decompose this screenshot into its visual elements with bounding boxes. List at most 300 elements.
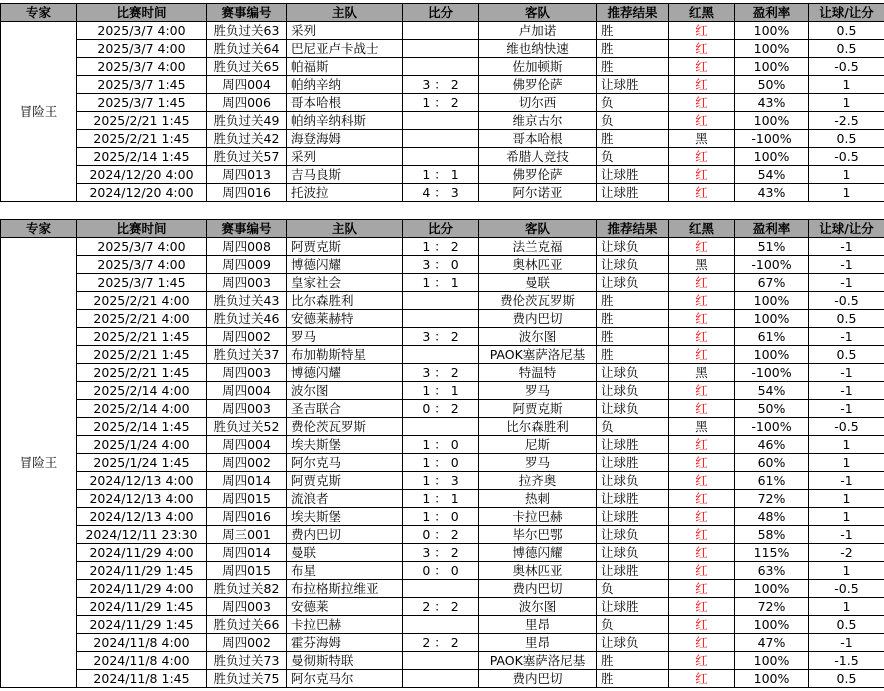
away-team-cell: 罗马 [479,382,597,400]
score-cell [403,580,479,598]
handicap-cell: 1 [809,508,884,526]
home-team-cell: 阿贾克斯 [287,472,403,490]
time-cell: 2025/3/7 1:45 [77,76,207,94]
header-cell: 让球/让分 [809,4,884,22]
match-id-cell: 周四004 [207,382,287,400]
time-cell: 2024/11/29 1:45 [77,616,207,634]
home-team-cell: 帕纳辛纳 [287,76,403,94]
table-row [1,634,884,652]
home-team-cell: 卡拉巴赫 [287,616,403,634]
header-cell: 比分 [403,4,479,22]
profit-rate-cell: -100% [735,418,809,436]
red-black-cell: 红 [669,436,735,454]
table-row [1,454,884,472]
score-cell: 3 ： 0 [403,256,479,274]
profit-rate-cell: 46% [735,436,809,454]
time-cell: 2024/12/13 4:00 [77,508,207,526]
away-team-cell: 奥林匹亚 [479,256,597,274]
away-team-cell: 卢加诺 [479,22,597,40]
handicap-cell: -0.5 [809,418,884,436]
score-cell: 1 ： 0 [403,436,479,454]
red-black-cell: 红 [669,544,735,562]
time-cell: 2024/12/11 23:30 [77,526,207,544]
score-cell [403,670,479,688]
red-black-cell: 红 [669,508,735,526]
profit-rate-cell: 100% [735,310,809,328]
red-black-cell: 红 [669,58,735,76]
table-row [1,292,884,310]
header-cell: 主队 [287,4,403,22]
time-cell: 2025/2/21 1:45 [77,112,207,130]
handicap-cell: -0.5 [809,580,884,598]
away-team-cell: 哥本哈根 [479,130,597,148]
home-team-cell: 布加勒斯特星 [287,346,403,364]
table-row [1,490,884,508]
header-cell: 比赛时间 [77,220,207,238]
red-black-cell: 红 [669,634,735,652]
red-black-cell: 红 [669,472,735,490]
away-team-cell: 拉齐奥 [479,472,597,490]
recommendation-table-1 [0,3,884,202]
red-black-cell: 红 [669,94,735,112]
score-cell [403,616,479,634]
match-id-cell: 胜负过关57 [207,148,287,166]
result-cell: 负 [597,418,669,436]
time-cell: 2025/3/7 4:00 [77,22,207,40]
header-cell: 红黑 [669,220,735,238]
score-cell: 1 ： 1 [403,274,479,292]
red-black-cell: 红 [669,562,735,580]
red-black-cell: 红 [669,274,735,292]
header-cell: 让球/让分 [809,220,884,238]
result-cell: 负 [597,148,669,166]
table-row [1,274,884,292]
match-id-cell: 胜负过关49 [207,112,287,130]
handicap-cell: 0.5 [809,310,884,328]
match-id-cell: 周四006 [207,94,287,112]
handicap-cell: 1 [809,562,884,580]
result-cell: 让球胜 [597,490,669,508]
home-team-cell: 阿尔克马 [287,454,403,472]
score-cell: 3 ： 2 [403,76,479,94]
handicap-cell: -1 [809,274,884,292]
away-team-cell: 波尔图 [479,598,597,616]
header-cell: 赛事编号 [207,4,287,22]
result-cell: 负 [597,112,669,130]
red-black-cell: 红 [669,382,735,400]
table-row [1,472,884,490]
match-id-cell: 胜负过关75 [207,670,287,688]
red-black-cell: 红 [669,346,735,364]
table-row [1,130,884,148]
match-id-cell: 周四002 [207,454,287,472]
result-cell: 让球胜 [597,454,669,472]
home-team-cell: 布拉格斯拉维亚 [287,580,403,598]
profit-rate-cell: 100% [735,148,809,166]
match-id-cell: 周四015 [207,490,287,508]
result-cell: 让球胜 [597,436,669,454]
match-id-cell: 胜负过关46 [207,310,287,328]
result-cell: 让球负 [597,472,669,490]
handicap-cell: 1 [809,436,884,454]
table-row [1,238,884,256]
handicap-cell: 0.5 [809,616,884,634]
handicap-cell: -2.5 [809,112,884,130]
table-row [1,94,884,112]
profit-rate-cell: 60% [735,454,809,472]
home-team-cell: 安德莱 [287,598,403,616]
time-cell: 2025/2/21 1:45 [77,328,207,346]
match-id-cell: 周四004 [207,76,287,94]
home-team-cell: 罗马 [287,328,403,346]
table-row [1,598,884,616]
away-team-cell: 费伦茨瓦罗斯 [479,292,597,310]
score-cell: 1 ： 2 [403,94,479,112]
score-cell [403,310,479,328]
result-cell: 让球负 [597,634,669,652]
handicap-cell: 0.5 [809,40,884,58]
score-cell [403,22,479,40]
profit-rate-cell: -100% [735,364,809,382]
score-cell [403,148,479,166]
header-cell: 专家 [1,4,77,22]
table-row [1,148,884,166]
time-cell: 2025/2/21 4:00 [77,310,207,328]
match-id-cell: 周四014 [207,472,287,490]
header-cell: 推荐结果 [597,220,669,238]
home-team-cell: 费伦茨瓦罗斯 [287,418,403,436]
home-team-cell: 圣吉联合 [287,400,403,418]
profit-rate-cell: 72% [735,490,809,508]
profit-rate-cell: 63% [735,562,809,580]
handicap-cell: -1 [809,328,884,346]
header-cell: 红黑 [669,4,735,22]
table-row [1,670,884,688]
home-team-cell: 霍芬海姆 [287,634,403,652]
header-cell: 盈利率 [735,220,809,238]
away-team-cell: 里昂 [479,616,597,634]
handicap-cell: 1 [809,94,884,112]
score-cell: 3 ： 2 [403,544,479,562]
red-black-cell: 黑 [669,364,735,382]
table-row [1,346,884,364]
red-black-cell: 红 [669,526,735,544]
away-team-cell: 切尔西 [479,94,597,112]
handicap-cell: -1 [809,238,884,256]
header-cell: 专家 [1,220,77,238]
time-cell: 2025/3/7 4:00 [77,256,207,274]
red-black-cell: 红 [669,490,735,508]
home-team-cell: 费内巴切 [287,526,403,544]
score-cell [403,130,479,148]
match-id-cell: 周四002 [207,328,287,346]
header-cell: 主队 [287,220,403,238]
away-team-cell: 波尔图 [479,328,597,346]
time-cell: 2025/2/14 4:00 [77,400,207,418]
profit-rate-cell: 100% [735,346,809,364]
result-cell: 胜 [597,670,669,688]
match-id-cell: 胜负过关73 [207,652,287,670]
away-team-cell: 比尔森胜利 [479,418,597,436]
profit-rate-cell: -100% [735,256,809,274]
table-row [1,22,884,40]
home-team-cell: 海登海姆 [287,130,403,148]
red-black-cell: 红 [669,652,735,670]
score-cell [403,346,479,364]
red-black-cell: 红 [669,328,735,346]
score-cell: 3 ： 2 [403,364,479,382]
time-cell: 2025/2/21 1:45 [77,364,207,382]
result-cell: 胜 [597,652,669,670]
time-cell: 2025/2/14 1:45 [77,148,207,166]
away-team-cell: 希腊人竞技 [479,148,597,166]
home-team-cell: 曼联 [287,544,403,562]
red-black-cell: 黑 [669,130,735,148]
away-team-cell: 维京古尔 [479,112,597,130]
score-cell: 4 ： 3 [403,184,479,202]
away-team-cell: 佛罗伦萨 [479,76,597,94]
score-cell: 3 ： 2 [403,328,479,346]
away-team-cell: 博德闪耀 [479,544,597,562]
result-cell: 让球负 [597,364,669,382]
table-row [1,40,884,58]
header-cell: 客队 [479,4,597,22]
match-id-cell: 周四008 [207,238,287,256]
table-row [1,184,884,202]
home-team-cell: 博德闪耀 [287,256,403,274]
away-team-cell: PAOK塞萨洛尼基 [479,652,597,670]
result-cell: 让球负 [597,382,669,400]
score-cell: 1 ： 1 [403,382,479,400]
home-team-cell: 埃夫斯堡 [287,436,403,454]
red-black-cell: 红 [669,616,735,634]
recommendation-table-2 [0,219,884,688]
profit-rate-cell: 51% [735,238,809,256]
home-team-cell: 博德闪耀 [287,364,403,382]
table-row [1,526,884,544]
score-cell: 1 ： 0 [403,454,479,472]
table-row [1,256,884,274]
handicap-cell: 1 [809,184,884,202]
profit-rate-cell: 115% [735,544,809,562]
handicap-cell: -1 [809,526,884,544]
score-cell [403,40,479,58]
result-cell: 胜 [597,328,669,346]
time-cell: 2024/11/8 4:00 [77,652,207,670]
profit-rate-cell: 54% [735,166,809,184]
header-row [1,4,884,22]
home-team-cell: 哥本哈根 [287,94,403,112]
handicap-cell: -2 [809,544,884,562]
table-gap [0,201,884,219]
handicap-cell: -0.5 [809,148,884,166]
profit-rate-cell: 100% [735,652,809,670]
time-cell: 2025/2/14 1:45 [77,418,207,436]
red-black-cell: 红 [669,22,735,40]
handicap-cell: -1 [809,400,884,418]
handicap-cell: -1 [809,382,884,400]
score-cell: 0 ： 0 [403,562,479,580]
score-cell [403,58,479,76]
time-cell: 2025/3/7 1:45 [77,94,207,112]
time-cell: 2025/3/7 1:45 [77,274,207,292]
result-cell: 胜 [597,130,669,148]
home-team-cell: 阿尔克马尔 [287,670,403,688]
header-cell: 客队 [479,220,597,238]
profit-rate-cell: 61% [735,472,809,490]
profit-rate-cell: 72% [735,598,809,616]
away-team-cell: 维也纳快速 [479,40,597,58]
table-row [1,652,884,670]
away-team-cell: 毕尔巴鄂 [479,526,597,544]
time-cell: 2024/11/29 1:45 [77,562,207,580]
table-row [1,580,884,598]
table-row [1,58,884,76]
result-cell: 让球胜 [597,184,669,202]
away-team-cell: 费内巴切 [479,310,597,328]
match-id-cell: 胜负过关64 [207,40,287,58]
handicap-cell: -0.5 [809,58,884,76]
match-id-cell: 周四003 [207,364,287,382]
profit-rate-cell: 61% [735,328,809,346]
away-team-cell: 费内巴切 [479,670,597,688]
score-cell [403,418,479,436]
table-row [1,508,884,526]
home-team-cell: 皇家社会 [287,274,403,292]
time-cell: 2024/11/8 4:00 [77,634,207,652]
score-cell: 2 ： 2 [403,634,479,652]
time-cell: 2025/1/24 4:00 [77,436,207,454]
table-row [1,112,884,130]
result-cell: 让球负 [597,238,669,256]
profit-rate-cell: 100% [735,292,809,310]
red-black-cell: 红 [669,670,735,688]
time-cell: 2025/2/14 4:00 [77,382,207,400]
away-team-cell: 热刺 [479,490,597,508]
result-cell: 负 [597,580,669,598]
red-black-cell: 红 [669,238,735,256]
time-cell: 2024/11/29 1:45 [77,598,207,616]
result-cell: 让球胜 [597,508,669,526]
home-team-cell: 巴尼亚卢卡战士 [287,40,403,58]
handicap-cell: 1 [809,598,884,616]
handicap-cell: 0.5 [809,346,884,364]
time-cell: 2024/11/29 4:00 [77,544,207,562]
away-team-cell: 法兰克福 [479,238,597,256]
profit-rate-cell: 100% [735,670,809,688]
result-cell: 胜 [597,58,669,76]
profit-rate-cell: 100% [735,616,809,634]
time-cell: 2024/12/20 4:00 [77,184,207,202]
profit-rate-cell: 100% [735,58,809,76]
away-team-cell: 佛罗伦萨 [479,166,597,184]
match-id-cell: 周四014 [207,544,287,562]
table-row [1,544,884,562]
score-cell: 1 ： 1 [403,490,479,508]
match-id-cell: 胜负过关42 [207,130,287,148]
away-team-cell: 佐加顿斯 [479,58,597,76]
time-cell: 2025/3/7 4:00 [77,238,207,256]
handicap-cell: -1 [809,256,884,274]
home-team-cell: 安德莱赫特 [287,310,403,328]
header-cell: 比赛时间 [77,4,207,22]
table-row [1,166,884,184]
red-black-cell: 红 [669,76,735,94]
home-team-cell: 布星 [287,562,403,580]
time-cell: 2024/11/29 4:00 [77,580,207,598]
match-id-cell: 周四003 [207,400,287,418]
home-team-cell: 流浪者 [287,490,403,508]
profit-rate-cell: 47% [735,634,809,652]
time-cell: 2024/12/13 4:00 [77,490,207,508]
time-cell: 2025/2/21 1:45 [77,130,207,148]
profit-rate-cell: 100% [735,580,809,598]
away-team-cell: 卡拉巴赫 [479,508,597,526]
result-cell: 胜 [597,40,669,58]
home-team-cell: 采列 [287,148,403,166]
profit-rate-cell: 67% [735,274,809,292]
match-id-cell: 周四004 [207,436,287,454]
result-cell: 让球负 [597,256,669,274]
result-cell: 负 [597,94,669,112]
red-black-cell: 黑 [669,256,735,274]
score-cell [403,112,479,130]
match-id-cell: 胜负过关82 [207,580,287,598]
table-row [1,310,884,328]
header-cell: 赛事编号 [207,220,287,238]
red-black-cell: 红 [669,580,735,598]
profit-rate-cell: 43% [735,184,809,202]
result-cell: 胜 [597,346,669,364]
home-team-cell: 比尔森胜利 [287,292,403,310]
away-team-cell: 罗马 [479,454,597,472]
handicap-cell: 1 [809,166,884,184]
match-id-cell: 周四015 [207,562,287,580]
profit-rate-cell: 100% [735,112,809,130]
profit-rate-cell: 50% [735,400,809,418]
match-id-cell: 胜负过关65 [207,58,287,76]
result-cell: 胜 [597,292,669,310]
result-cell: 让球胜 [597,562,669,580]
handicap-cell: 1 [809,490,884,508]
score-cell [403,292,479,310]
time-cell: 2025/3/7 4:00 [77,40,207,58]
handicap-cell: -0.5 [809,292,884,310]
table-row [1,616,884,634]
header-cell: 比分 [403,220,479,238]
handicap-cell: 0.5 [809,130,884,148]
red-black-cell: 红 [669,166,735,184]
red-black-cell: 红 [669,40,735,58]
home-team-cell: 采列 [287,22,403,40]
away-team-cell: PAOK塞萨洛尼基 [479,346,597,364]
result-cell: 负 [597,616,669,634]
table-row [1,562,884,580]
profit-rate-cell: 50% [735,76,809,94]
table-row [1,418,884,436]
match-id-cell: 周四013 [207,166,287,184]
time-cell: 2024/12/13 4:00 [77,472,207,490]
match-id-cell: 周四002 [207,634,287,652]
handicap-cell: -1.5 [809,652,884,670]
score-cell: 0 ： 2 [403,526,479,544]
result-cell: 让球胜 [597,76,669,94]
table-row [1,436,884,454]
handicap-cell: -1 [809,634,884,652]
score-cell: 0 ： 2 [403,400,479,418]
time-cell: 2024/11/8 1:45 [77,670,207,688]
away-team-cell: 奥林匹亚 [479,562,597,580]
